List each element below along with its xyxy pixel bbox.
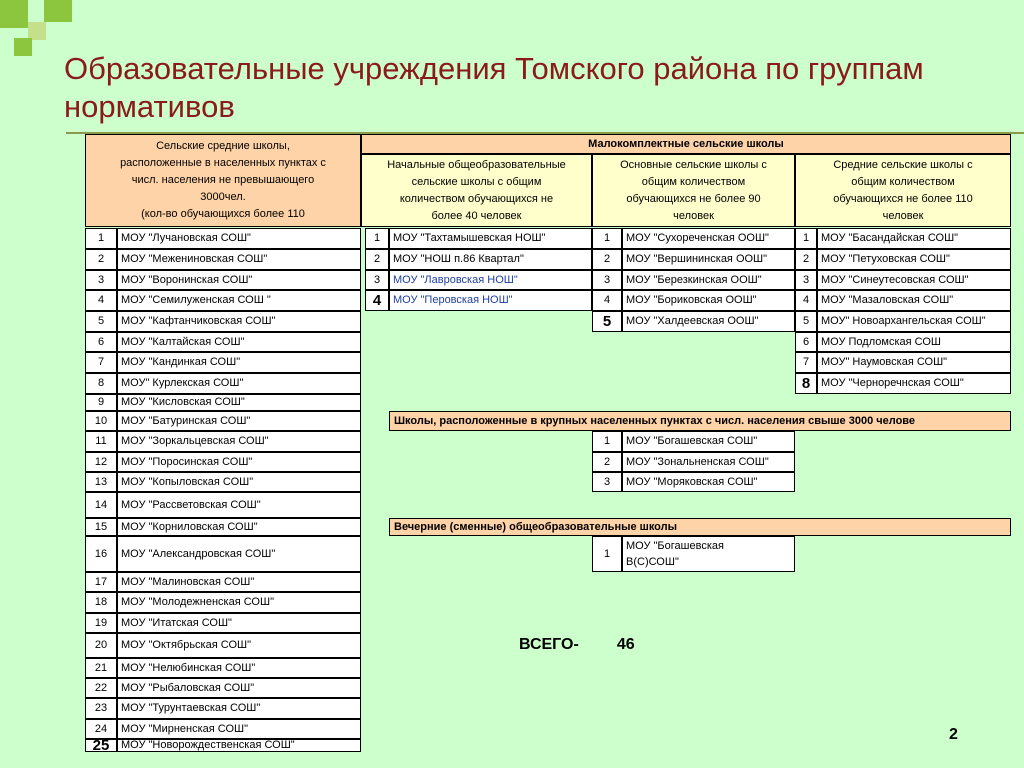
school-name: МОУ "Корниловская СОШ" (117, 518, 361, 536)
school-name: МОУ "Калтайская СОШ" (117, 332, 361, 352)
school-name: МОУ "Сухореченская ООШ" (622, 228, 795, 249)
row-number: 22 (85, 678, 117, 698)
total (519, 636, 635, 654)
row-number: 2 (795, 249, 817, 270)
school-name: МОУ "Тахтамышевская НОШ" (389, 228, 592, 249)
row-number: 7 (795, 352, 817, 373)
school-name: МОУ "Моряковская СОШ" (622, 472, 795, 492)
row-number: 3 (365, 270, 389, 290)
row-number: 3 (795, 270, 817, 290)
school-name: МОУ "Итатская СОШ" (117, 613, 361, 633)
row-number: 13 (85, 472, 117, 492)
school-name: МОУ" Курлекская СОШ" (117, 373, 361, 394)
row-number: 1 (795, 228, 817, 249)
school-name: МОУ "Молодежненская СОШ" (117, 592, 361, 613)
school-name: МОУ "Поросинская СОШ" (117, 452, 361, 472)
school-name: МОУ "Перовская НОШ" (389, 290, 592, 311)
row-number: 11 (85, 431, 117, 452)
row-number: 23 (85, 698, 117, 719)
school-name: МОУ "Мирненская СОШ" (117, 719, 361, 739)
school-name: МОУ "Мазаловская СОШ" (817, 290, 1011, 311)
row-number: 1 (365, 228, 389, 249)
school-name: МОУ "Синеутесовская СОШ" (817, 270, 1011, 290)
row-number: 10 (85, 411, 117, 431)
row-number: 2 (592, 452, 622, 472)
school-name: МОУ Подломская СОШ (817, 332, 1011, 352)
corner-square (14, 38, 32, 56)
school-name: МОУ "Октябрьская СОШ" (117, 633, 361, 658)
row-number: 21 (85, 658, 117, 678)
small-schools-header: Малокомплектные сельские школы (361, 134, 1011, 154)
row-number: 17 (85, 572, 117, 592)
school-name: МОУ "Батуринская СОШ" (117, 411, 361, 431)
row-number: 5 (85, 311, 117, 332)
row-number: 2 (85, 249, 117, 270)
row-number: 9 (85, 394, 117, 411)
school-name: МОУ "Новорождественская СОШ" (117, 739, 361, 752)
row-number: 1 (592, 431, 622, 452)
primary-schools-header: Начальные общеобразовательные сельские школы с общим количеством обучающихся не более 40 человек (361, 154, 592, 227)
row-number: 4 (365, 290, 389, 311)
school-name: МОУ "Зональненская СОШ" (622, 452, 795, 472)
row-number: 6 (85, 332, 117, 352)
school-name: МОУ "НОШ п.86 Квартал" (389, 249, 592, 270)
school-name: МОУ "Турунтаевская СОШ" (117, 698, 361, 719)
row-number: 4 (592, 290, 622, 311)
school-name: МОУ "Кафтанчиковская СОШ" (117, 311, 361, 332)
row-number: 4 (85, 290, 117, 311)
school-name: МОУ "Петуховская СОШ" (817, 249, 1011, 270)
basic-schools-header: Основные сельские школы с общим количеством обучающихся не более 90 человек (592, 154, 795, 227)
large-settlement-header: Школы, расположенные в крупных населенных пунктах с числ. населения свыше 3000 челове (389, 411, 1011, 431)
row-number: 8 (85, 373, 117, 394)
slide-title: Образовательные учреждения Томского района по группам нормативов (64, 51, 924, 124)
school-name: МОУ "Богашевская СОШ" (622, 431, 795, 452)
school-name: МОУ "Кисловская СОШ" (117, 394, 361, 411)
row-number: 1 (592, 536, 622, 572)
row-number: 3 (592, 270, 622, 290)
row-number: 3 (592, 472, 622, 492)
school-name: МОУ "Лучановская СОШ" (117, 228, 361, 249)
school-name: МОУ "Рассветовская СОШ" (117, 492, 361, 518)
row-number: 1 (592, 228, 622, 249)
school-name: МОУ "Рыбаловская СОШ" (117, 678, 361, 698)
school-name: МОУ "Семилуженская СОШ " (117, 290, 361, 311)
total-label: ВСЕГО- (519, 636, 579, 653)
school-name: МОУ "Александровская СОШ" (117, 536, 361, 572)
school-name: МОУ" Наумовская СОШ" (817, 352, 1011, 373)
secondary-schools-header: Средние сельские школы с общим количеством обучающихся не более 110 человек (795, 154, 1011, 227)
school-name: МОУ "Кандинкая СОШ" (117, 352, 361, 373)
page-number: 2 (949, 726, 958, 743)
school-name: МОУ "Черноречнская СОШ" (817, 373, 1011, 394)
row-number: 2 (365, 249, 389, 270)
row-number: 2 (592, 249, 622, 270)
school-name: МОУ "Богашевская В(С)СОШ" (622, 536, 795, 572)
school-name: МОУ "Воронинская СОШ" (117, 270, 361, 290)
school-name: МОУ "Халдеевская ООШ" (622, 311, 795, 332)
row-number: 15 (85, 518, 117, 536)
rural-secondary-header: Сельские средние школы, расположенные в населенных пунктах с числ. населения не превышающего 3000чел. (кол-во обучающихся более 110 (85, 134, 361, 227)
school-name: МОУ" Новоархангельская СОШ" (817, 311, 1011, 332)
school-name: МОУ "Вершининская ООШ" (622, 249, 795, 270)
row-number: 19 (85, 613, 117, 633)
row-number: 25 (85, 739, 117, 752)
row-number: 20 (85, 633, 117, 658)
row-number: 5 (592, 311, 622, 332)
school-name: МОУ "Зоркальцевская СОШ" (117, 431, 361, 452)
row-number: 6 (795, 332, 817, 352)
corner-square (0, 0, 28, 28)
row-number: 4 (795, 290, 817, 311)
evening-schools-header: Вечерние (сменные) общеобразовательные школы (389, 518, 1011, 536)
row-number: 16 (85, 536, 117, 572)
school-name: МОУ "Басандайская СОШ" (817, 228, 1011, 249)
school-name: МОУ "Копыловская СОШ" (117, 472, 361, 492)
row-number: 14 (85, 492, 117, 518)
row-number: 24 (85, 719, 117, 739)
row-number: 8 (795, 373, 817, 394)
row-number: 7 (85, 352, 117, 373)
row-number: 12 (85, 452, 117, 472)
corner-square (44, 0, 72, 22)
row-number: 1 (85, 228, 117, 249)
school-name: МОУ "Малиновская СОШ" (117, 572, 361, 592)
school-name: МОУ "Бориковская ООШ" (622, 290, 795, 311)
school-name: МОУ "Межениновская СОШ" (117, 249, 361, 270)
row-number: 5 (795, 311, 817, 332)
row-number: 3 (85, 270, 117, 290)
school-name: МОУ "Лавровская НОШ" (389, 270, 592, 290)
school-name: МОУ "Нелюбинская СОШ" (117, 658, 361, 678)
school-name: МОУ "Березкинская ООШ" (622, 270, 795, 290)
row-number: 18 (85, 592, 117, 613)
total-value: 46 (616, 636, 635, 653)
